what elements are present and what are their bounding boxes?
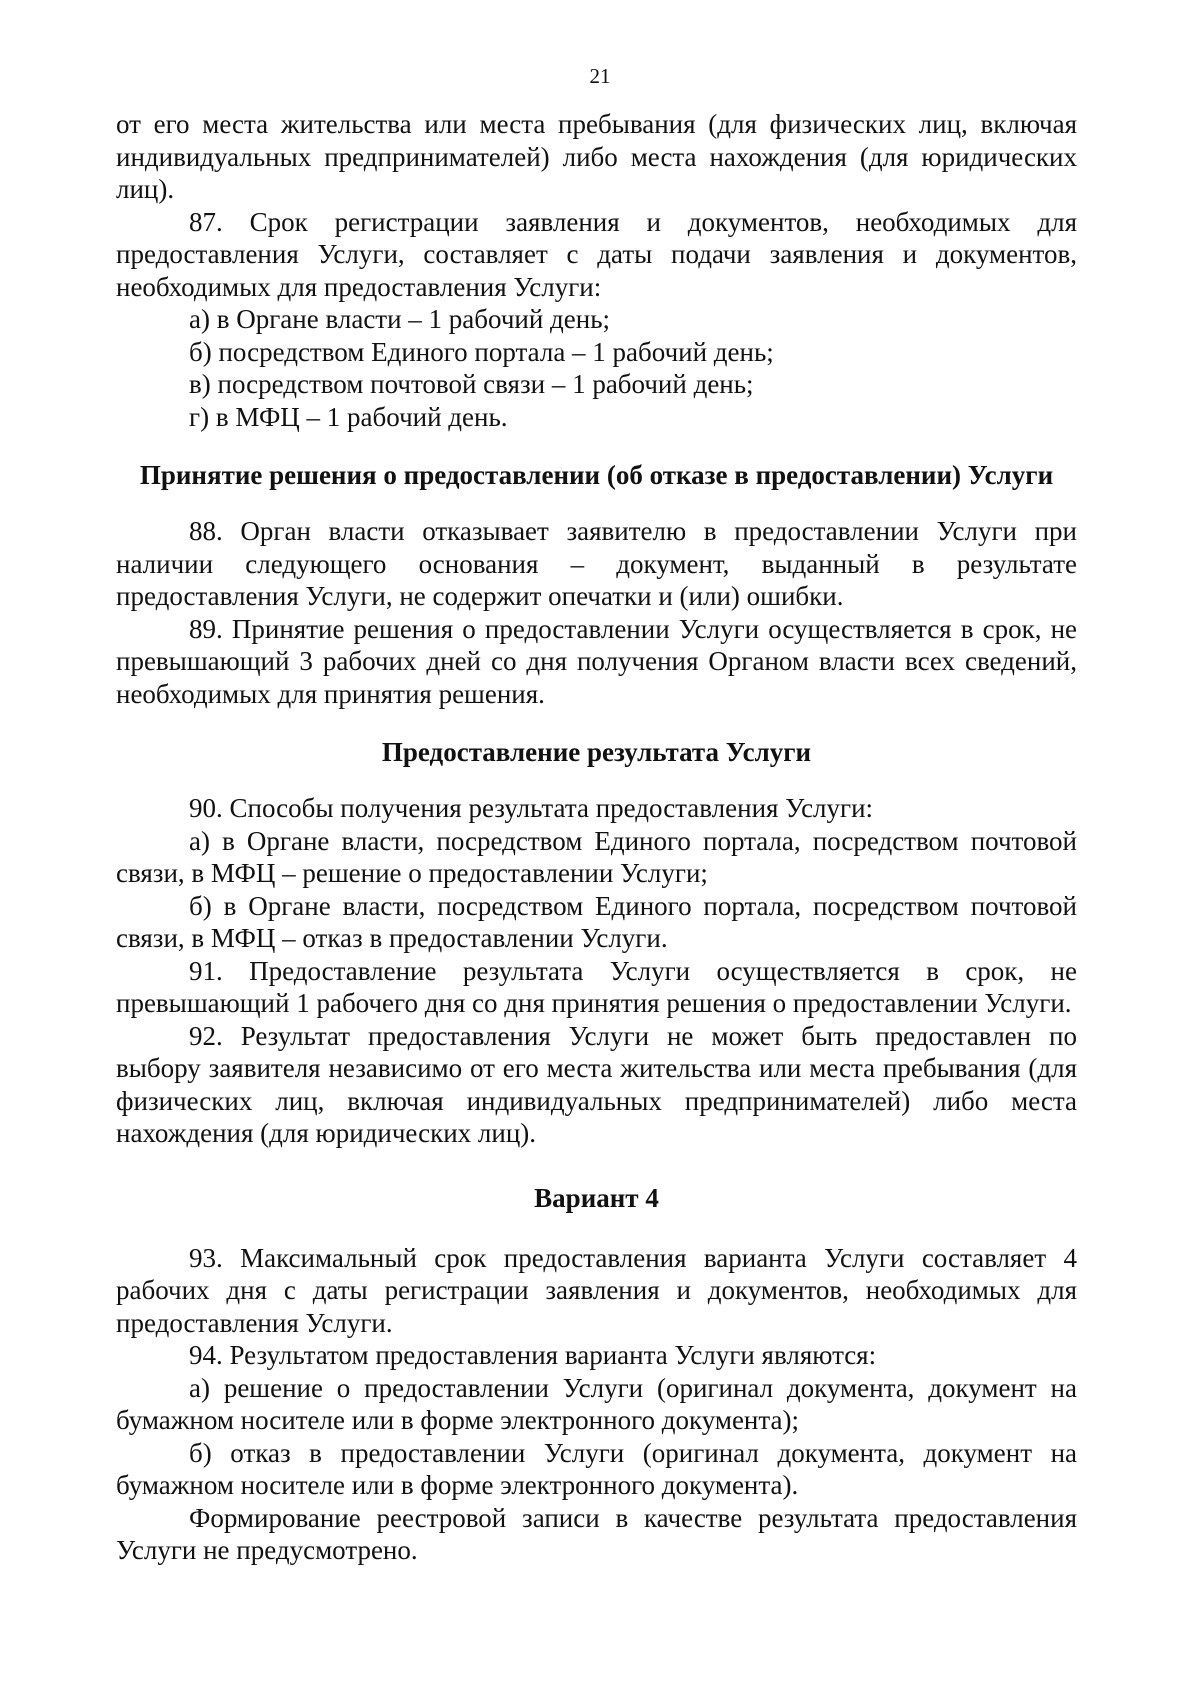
- paragraph-90: 90. Способы получения результата предоставления Услуги:: [189, 793, 874, 823]
- section-heading-decision: Принятие решения о предоставлении (об отказе в предоставлении) Услуги: [139, 460, 1054, 490]
- section-heading-result: Предоставление результата Услуги: [381, 737, 812, 767]
- paragraph-91: 91. Предоставление результата Услуги осуществляется в срок, не превышающий 1 рабочего дня со дня принятия решения о предоставлении Услуги.: [116, 955, 1077, 1018]
- paragraph-87: 87. Срок регистрации заявления и документов, необходимых для предоставления Услуги, составляет с даты подачи заявления и документов, необходимых для предоставления Услуги:: [116, 206, 1077, 302]
- list-item-90b: б) в Органе власти, посредством Единого портала, посредством почтовой связи, в МФЦ – отказ в предоставлении Услуги.: [116, 890, 1077, 953]
- list-item-94b: б) отказ в предоставлении Услуги (оригинал документа, документ на бумажном носителе или в форме электронного документа).: [116, 1437, 1077, 1500]
- document-body: [116, 108, 1077, 1567]
- paragraph-94: 94. Результатом предоставления варианта Услуги являются:: [189, 1340, 877, 1370]
- paragraph-92: 92. Результат предоставления Услуги не может быть предоставлен по выбору заявителя независимо от его места жительства или места пребывания (для физических лиц, включая индивидуальных предпринимателей) либо места нахождения (для юридических лиц).: [116, 1020, 1077, 1148]
- list-item-90a: а) в Органе власти, посредством Единого портала, посредством почтовой связи, в МФЦ – решение о предоставлении Услуги;: [116, 825, 1077, 888]
- page-number: 21: [589, 64, 611, 88]
- list-item-87v: в) посредством почтовой связи – 1 рабочий день;: [189, 369, 754, 399]
- paragraph-registry-note: Формирование реестровой записи в качестве результата предоставления Услуги не предусмотрено.: [116, 1502, 1077, 1565]
- list-item-87b: б) посредством Единого портала – 1 рабочий день;: [189, 336, 774, 367]
- paragraph-89: 89. Принятие решения о предоставлении Услуги осуществляется в срок, не превышающий 3 рабочих дней со дня получения Органом власти всех сведений, необходимых для принятия решения.: [116, 613, 1077, 709]
- paragraph-continuation: от его места жительства или места пребывания (для физических лиц, включая индивидуальных предпринимателей) либо места нахождения (для юридических лиц).: [116, 109, 1077, 204]
- list-item-87a: а) в Органе власти – 1 рабочий день;: [189, 304, 611, 334]
- paragraph-93: 93. Максимальный срок предоставления варианта Услуги составляет 4 рабочих дня с даты регистрации заявления и документов, необходимых для предоставления Услуги.: [116, 1242, 1077, 1338]
- section-heading-variant-4: Вариант 4: [534, 1182, 659, 1213]
- list-item-94a: а) решение о предоставлении Услуги (оригинал документа, документ на бумажном носителе или в форме электронного документа);: [116, 1372, 1077, 1435]
- list-item-87g: г) в МФЦ – 1 рабочий день.: [189, 401, 508, 432]
- paragraph-88: 88. Орган власти отказывает заявителю в предоставлении Услуги при наличии следующего основания – документ, выданный в результате предоставления Услуги, не содержит опечатки и (или) ошибки.: [116, 516, 1077, 611]
